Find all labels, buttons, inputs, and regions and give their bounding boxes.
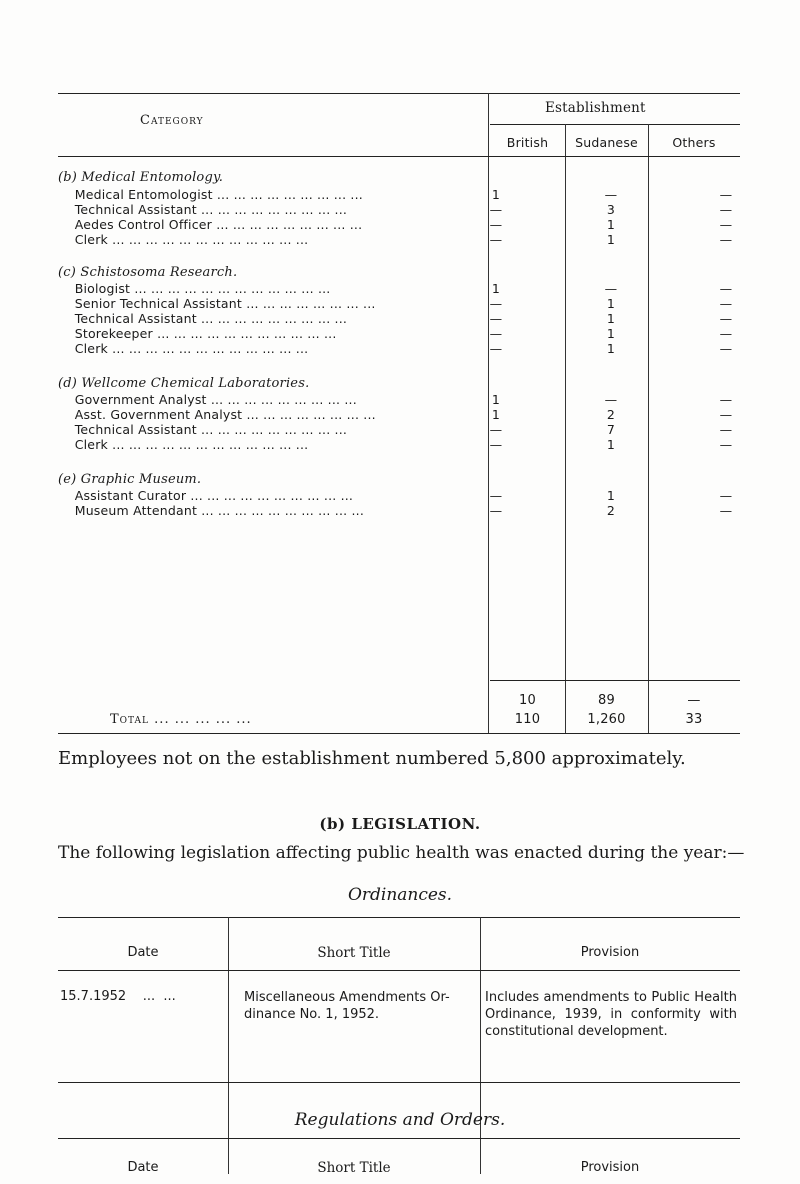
total-others: 33	[685, 712, 703, 727]
col-divider-sudanese	[648, 124, 649, 733]
section-title: (c) Schistosoma Research.	[58, 265, 238, 280]
category-header: Category	[140, 113, 204, 128]
section-title: (b) Medical Entomology.	[58, 170, 224, 185]
total-british: 110	[514, 712, 541, 727]
section-title: (e) Graphic Museum.	[58, 472, 202, 487]
legislation-heading: (b) LEGISLATION.	[319, 815, 481, 833]
subtotal-others: —	[687, 693, 701, 708]
legislation-intro: The following legislation affecting public health was enacted during the year:—	[58, 843, 745, 863]
sudanese-header: Sudanese	[575, 135, 638, 150]
reg-date-header: Date	[127, 1160, 159, 1175]
subtotal-sudanese: 89	[598, 693, 615, 708]
short-title-header: Short Title	[317, 945, 391, 961]
col-divider-british	[565, 124, 566, 733]
ordinances-title: Ordinances.	[347, 885, 453, 905]
others-header: Others	[672, 135, 716, 150]
ordinance-short-title: Miscellaneous Amendments Or- dinance No. 1, 1952.	[244, 990, 450, 1022]
reg-provision-header: Provision	[580, 1160, 640, 1175]
header-bottom-rule	[58, 156, 740, 157]
ordinance-provision: Includes amendments to Public Health Ordinance, 1939, in conformity with constitutional development.	[485, 990, 737, 1039]
section-title: (d) Wellcome Chemical Laboratories.	[58, 376, 310, 391]
table-top-rule	[58, 93, 740, 94]
subtotal-british: 10	[519, 693, 536, 708]
employees-note: Employees not on the establishment numbered 5,800 approximately.	[58, 748, 686, 769]
total-label: Total ... ... ... ... ...	[110, 712, 252, 727]
establishment-subrule	[490, 124, 740, 125]
date-header: Date	[127, 945, 159, 960]
british-header: British	[506, 135, 549, 150]
table-bottom-rule	[58, 733, 740, 734]
provision-header: Provision	[580, 945, 640, 960]
subtotal-rule	[490, 680, 740, 681]
reg-short-title-header: Short Title	[317, 1160, 391, 1176]
establishment-header: Establishment	[545, 100, 646, 116]
regulations-title: Regulations and Orders.	[294, 1110, 506, 1130]
total-sudanese: 1,260	[587, 712, 626, 727]
ordinance-date: 15.7.1952 ... ...	[60, 989, 176, 1004]
